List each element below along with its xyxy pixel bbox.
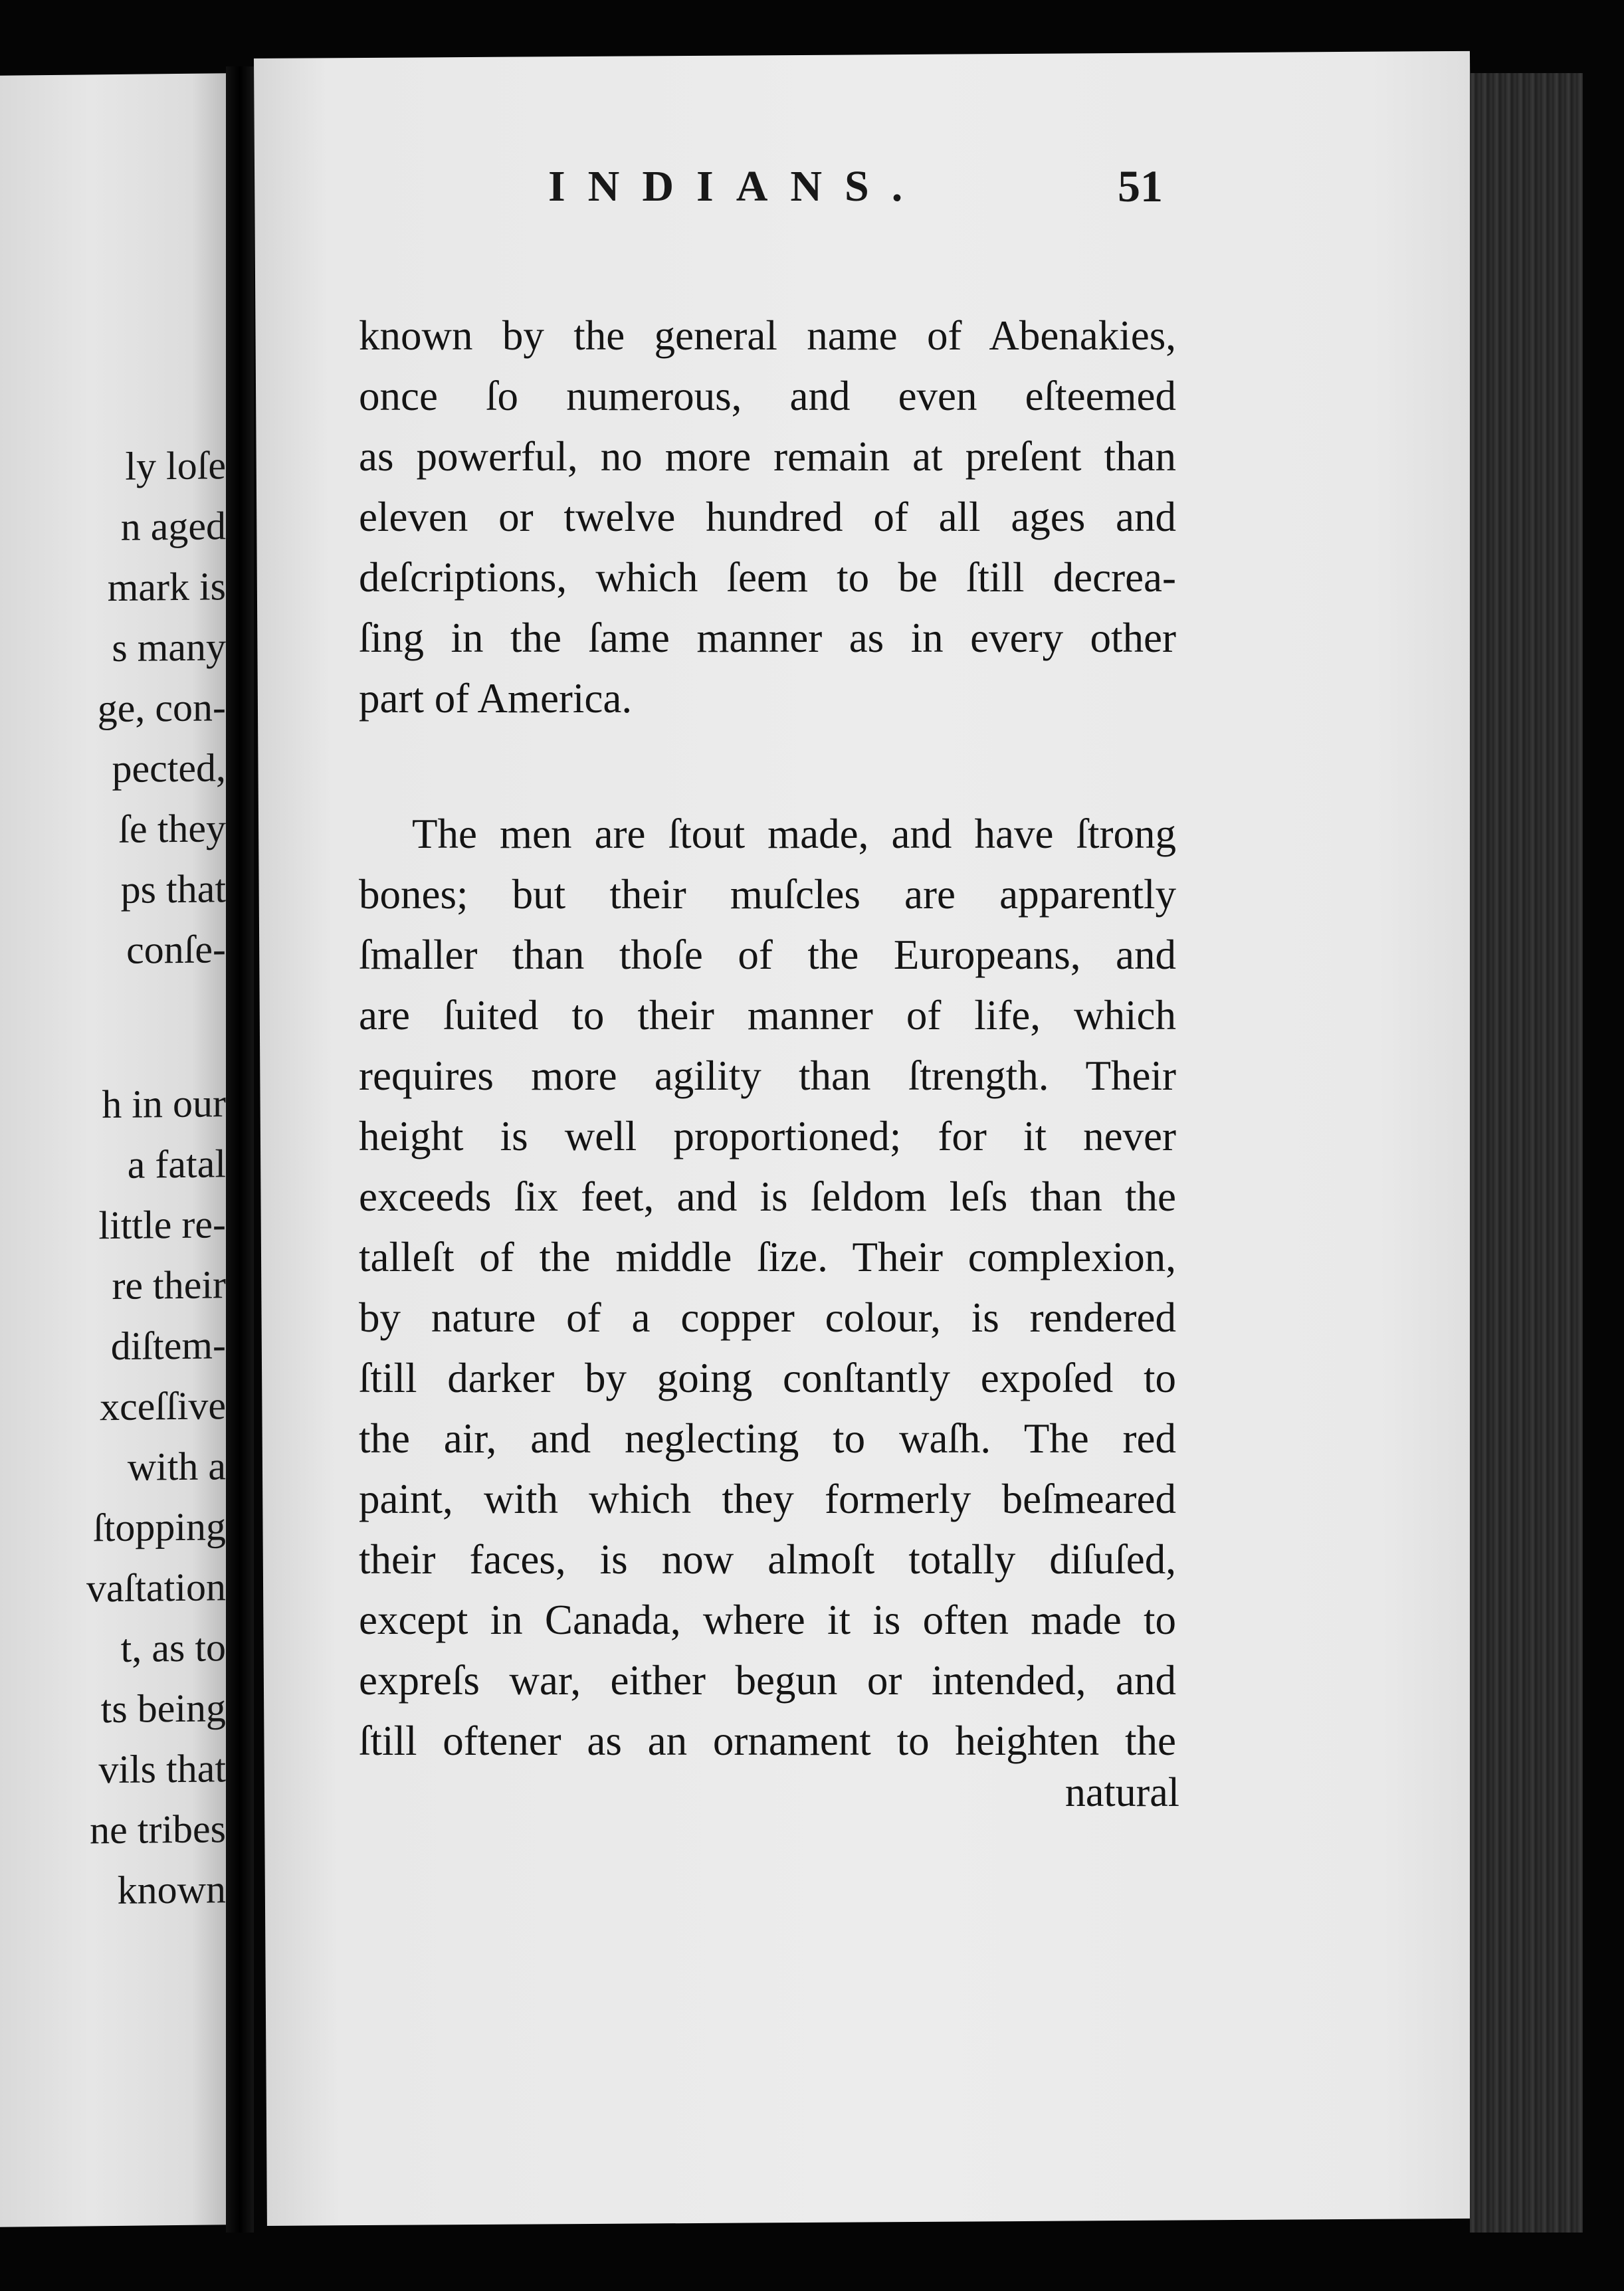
page-fore-edge xyxy=(1470,73,1583,2233)
previous-page-line: s many xyxy=(112,625,226,670)
previous-page-line: ne tribes xyxy=(90,1807,226,1852)
previous-page-line xyxy=(7,996,226,1075)
previous-page-line: n aged xyxy=(120,504,226,549)
previous-page-line: ge, con- xyxy=(97,685,226,731)
text-line: are ſuited to their manner of life, which xyxy=(359,992,1176,1039)
text-line: paint, with which they formerly beſmeared xyxy=(359,1476,1176,1522)
text-line: part of America. xyxy=(359,675,633,722)
text-line: expreſs war, either begun or intended, and xyxy=(359,1657,1176,1704)
text-line: exceeds ſix feet, and is ſeldom leſs than the xyxy=(359,1173,1176,1220)
text-line: The men are ſtout made, and have ſtrong xyxy=(412,811,1176,857)
text-line: deſcriptions, which ſeem to be ſtill decrea- xyxy=(359,554,1176,601)
previous-page-line: little re- xyxy=(98,1202,226,1248)
previous-page-line: vils that xyxy=(98,1746,226,1792)
previous-page-line: conſe- xyxy=(126,927,226,972)
previous-page-line: diſtem- xyxy=(110,1323,226,1369)
text-line: eleven or twelve hundred of all ages and xyxy=(359,494,1176,540)
text-line: talleſt of the middle ſize. Their complexion, xyxy=(359,1234,1176,1280)
book-gutter xyxy=(226,66,254,2233)
text-line: except in Canada, where it is often made to xyxy=(359,1597,1176,1643)
catchword: natural xyxy=(1065,1770,1179,1815)
previous-page-line: ts being xyxy=(100,1686,226,1732)
text-line: once ſo numerous, and even eſteemed xyxy=(359,373,1176,419)
page-number: 51 xyxy=(1118,161,1163,211)
previous-page-line: vaſtation xyxy=(86,1565,226,1611)
previous-page-line: t, as to xyxy=(120,1625,226,1670)
text-line: ſtill darker by going conſtantly expoſed to xyxy=(359,1355,1176,1401)
previous-page-line: known xyxy=(117,1867,226,1912)
previous-page-text xyxy=(7,435,226,1922)
previous-page-line: ly loſe xyxy=(125,443,226,488)
text-line: ſmaller than thoſe of the Europeans, and xyxy=(359,932,1176,978)
previous-page-line: mark is xyxy=(107,564,226,610)
text-line: known by the general name of Abenakies, xyxy=(359,312,1176,359)
text-line: ſtill oftener as an ornament to heighten the xyxy=(359,1718,1176,1764)
previous-page-line: pected, xyxy=(112,746,226,791)
previous-page-line: ps that xyxy=(120,866,226,912)
previous-page-line: ſtopping xyxy=(92,1504,226,1550)
catchword-row xyxy=(359,1769,1179,1830)
previous-page-line: a fatal xyxy=(127,1142,226,1187)
text-line: as powerful, no more remain at preſent than xyxy=(359,433,1176,480)
text-line: by nature of a copper colour, is rendered xyxy=(359,1294,1176,1341)
text-line: height is well proportioned; for it never xyxy=(359,1113,1176,1159)
text-line: ſing in the ſame manner as in every other xyxy=(359,615,1176,661)
text-line: requires more agility than ſtrength. Their xyxy=(359,1052,1176,1099)
previous-page-line: re their xyxy=(112,1262,226,1308)
paragraph xyxy=(359,804,1176,1771)
text-line: the air, and neglecting to waſh. The red xyxy=(359,1415,1176,1462)
text-line: their faces, is now almoſt totally diſuſed, xyxy=(359,1536,1176,1583)
previous-page-line: ſe they xyxy=(118,806,226,851)
running-head xyxy=(286,156,1163,229)
previous-page-line: xceſſive xyxy=(100,1383,226,1429)
body-text xyxy=(359,306,1176,1771)
previous-page-edge xyxy=(0,73,226,2227)
previous-page-line: h in our xyxy=(102,1081,226,1127)
paragraph xyxy=(359,306,1176,729)
text-line: bones; but their muſcles are apparently xyxy=(359,871,1176,918)
running-head-title: INDIANS. xyxy=(548,162,926,211)
previous-page-line: with a xyxy=(127,1444,226,1489)
